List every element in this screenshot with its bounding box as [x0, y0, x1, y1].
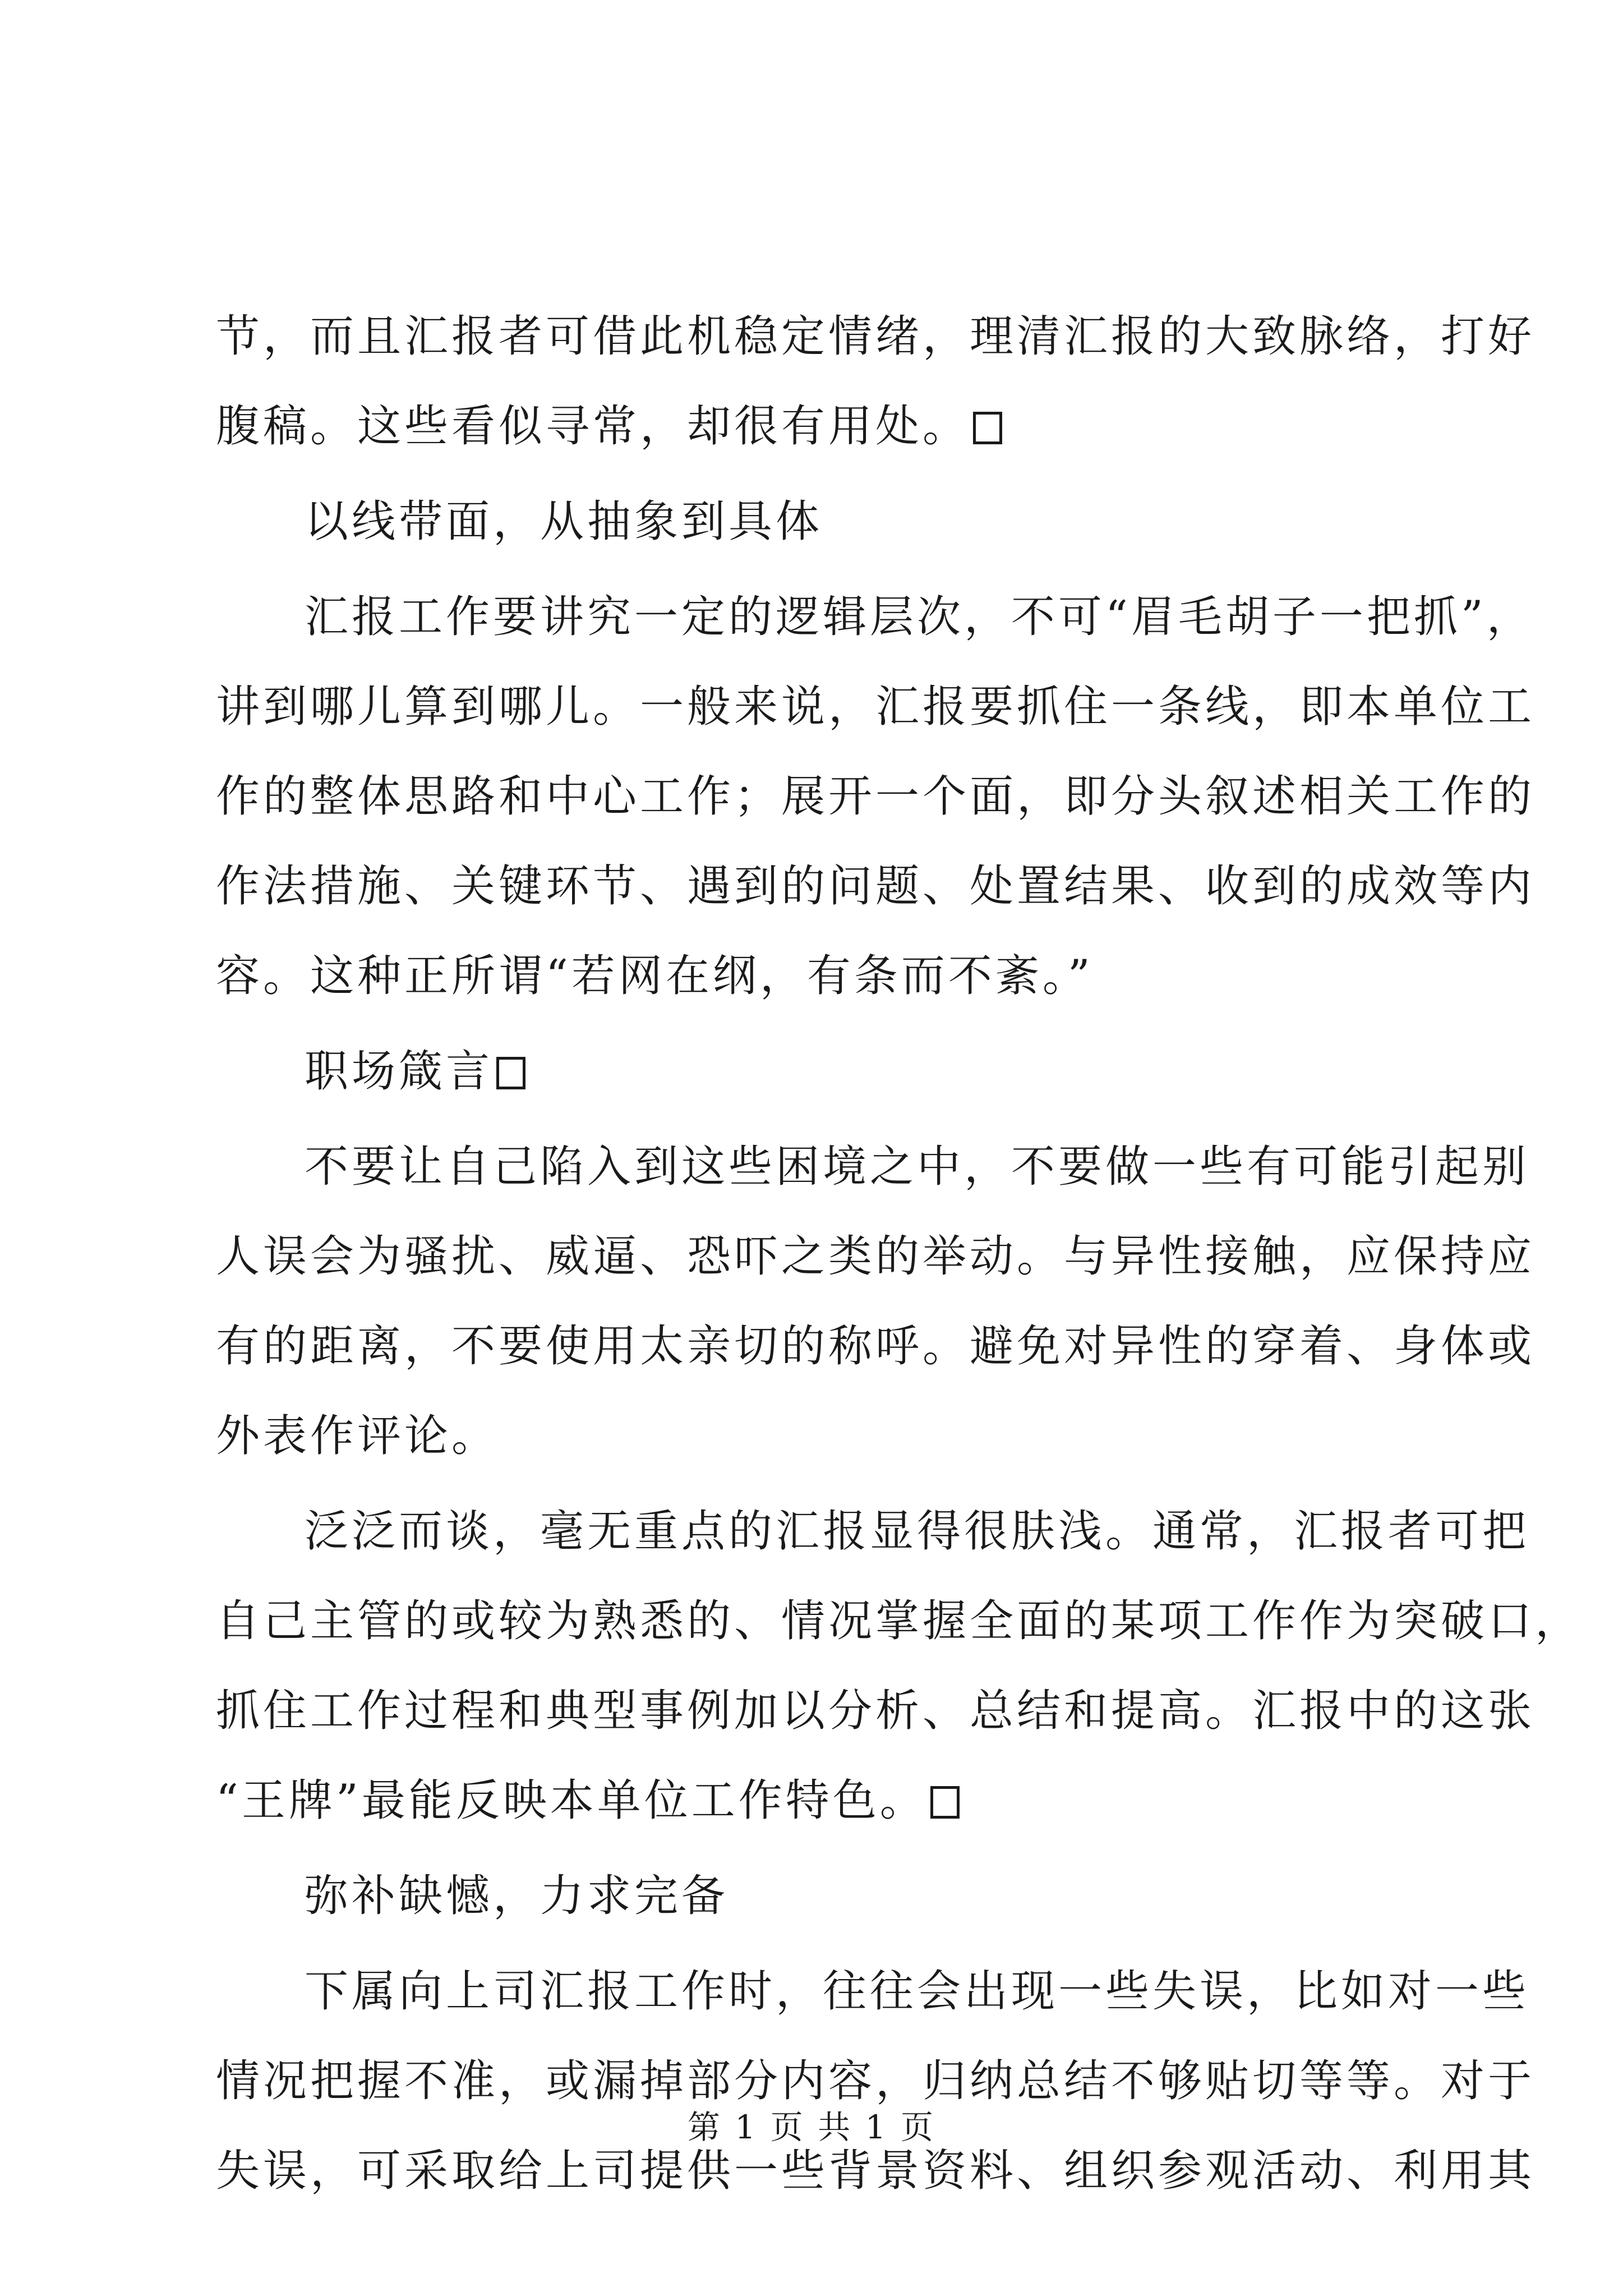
text-line: 下属向上司汇报工作时，往往会出现一些失误，比如对一些: [305, 1966, 1530, 2017]
text-line: 外表作评论。: [216, 1411, 499, 1461]
text-line: 失误，可采取给上司提供一些背景资料、组织参观活动、利用其: [216, 2146, 1536, 2196]
text-line: “王牌”最能反映本单位工作特色。: [216, 1756, 1416, 1846]
text-line: 容。这种正所谓“若网在纲，有条而不紊。”: [216, 951, 1094, 1001]
text-line: 泛泛而谈，毫无重点的汇报显得很肤浅。通常，汇报者可把: [305, 1506, 1530, 1557]
text-line: 有的距离，不要使用太亲切的称呼。避免对异性的穿着、身体或: [216, 1321, 1536, 1372]
document-body: [216, 292, 1583, 2216]
text-line: 情况把握不准，或漏掉部分内容，归纳总结不够贴切等等。对于: [216, 2056, 1536, 2106]
page-number-label: 第 1 页 共 1 页: [688, 2108, 935, 2146]
placeholder-box-icon: [496, 1057, 525, 1089]
text-line: 节，而且汇报者可借此机稳定情绪，理清汇报的大致脉络，打好: [216, 311, 1536, 362]
text-line: 作法措施、关键环节、遇到的问题、处置结果、收到的成效等内: [216, 861, 1536, 912]
text-line: 腹稿。这些看似寻常，却很有用处。: [216, 381, 1416, 471]
placeholder-box-icon: [930, 1786, 960, 1819]
placeholder-box-icon: [973, 412, 1002, 444]
text-line: 作的整体思路和中心工作；展开一个面，即分头叙述相关工作的: [216, 771, 1536, 822]
text-line: 自己主管的或较为熟悉的、情况掌握全面的某项工作作为突破口，: [216, 1596, 1583, 1646]
text-line: 讲到哪儿算到哪儿。一般来说，汇报要抓住一条线，即本单位工: [216, 682, 1536, 732]
section-heading: 职场箴言: [216, 1027, 1416, 1116]
text-line: 汇报工作要讲究一定的逻辑层次，不可“眉毛胡子一把抓”，: [305, 592, 1534, 642]
section-heading: 以线带面，从抽象到具体: [305, 496, 823, 547]
section-heading: 弥补缺憾，力求完备: [305, 1871, 729, 1921]
text-line: 不要让自己陷入到这些困境之中，不要做一些有可能引起别: [305, 1142, 1530, 1192]
page-footer: [0, 2101, 1623, 2148]
text-line: 人误会为骚扰、威逼、恐吓之类的举动。与异性接触，应保持应: [216, 1231, 1536, 1282]
text-line: 抓住工作过程和典型事例加以分析、总结和提高。汇报中的这张: [216, 1686, 1536, 1736]
